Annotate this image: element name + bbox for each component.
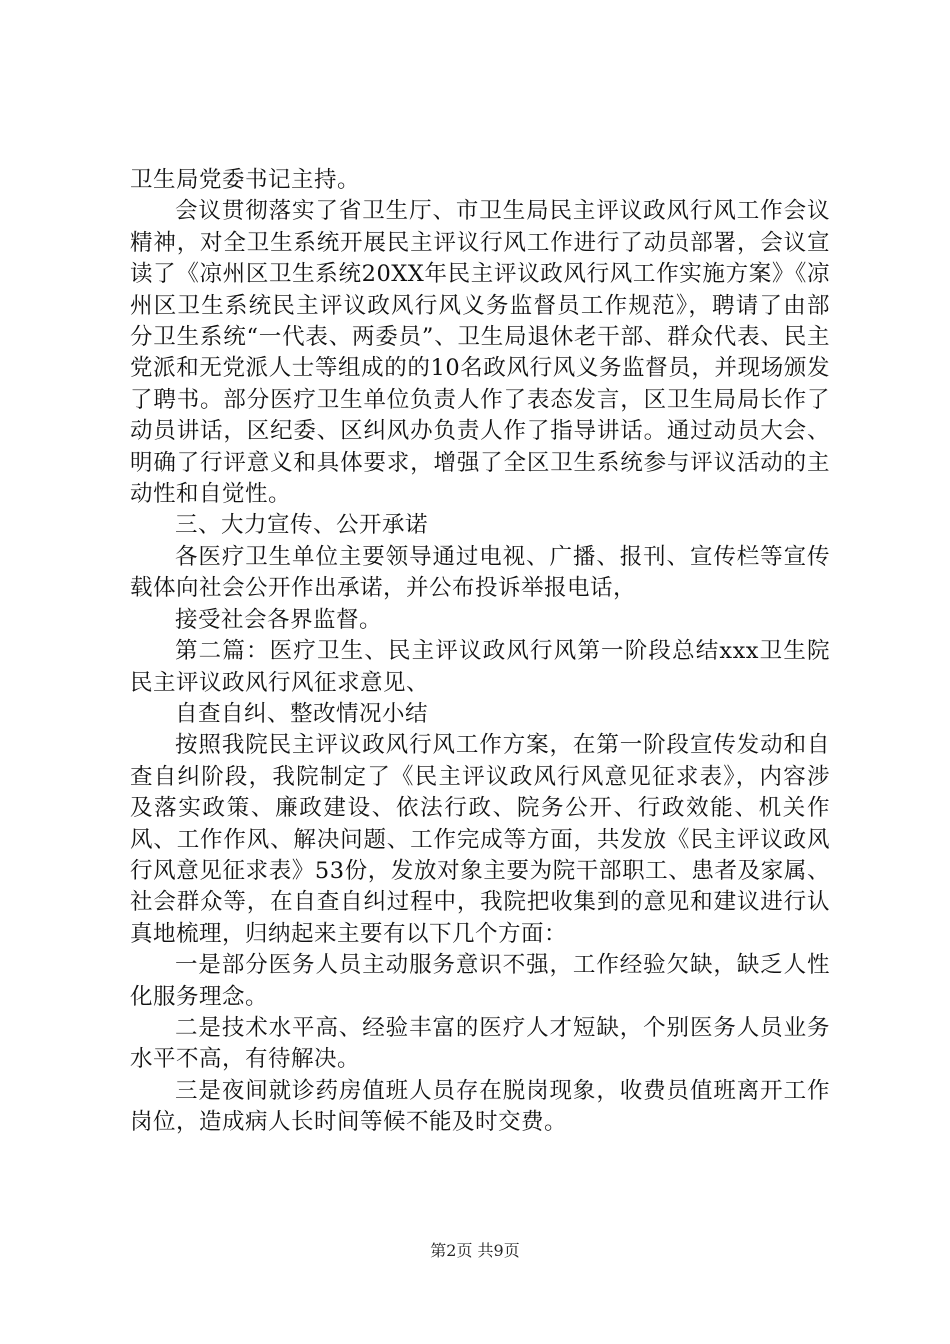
paragraph-commitment: 各医疗卫生单位主要领导通过电视、广播、报刊、宣传栏等宣传载体向社会公开作出承诺，并公布投诉举报电话， <box>130 543 830 602</box>
chapter-two-subtitle: 自查自纠、整改情况小结 <box>175 700 429 727</box>
paragraph-survey: 按照我院民主评议政风行风工作方案，在第一阶段宣传发动和自查自纠阶段，我院制定了《民主评议政风行风意见征求表》，内容涉及落实政策、廉政建设、依法行政、院务公开、行政效能、机关作风、工作作风、解决问题、工作完成等方面，共发放《民主评议政风行风意见征求表》53份，发放对象主要为院干部职工、患者及家属、社会群众等，在自查自纠过程中，我院把收集到的意见和建议进行认真地梳理，归纳起来主要有以下几个方面： <box>130 732 830 947</box>
page-footer <box>0 1240 950 1262</box>
paragraph-issue-three: 三是夜间就诊药房值班人员存在脱岗现象，收费员值班离开工作岗位，造成病人长时间等候不能及时交费。 <box>130 1077 830 1136</box>
section-heading-three: 三、大力宣传、公开承诺 <box>175 512 429 539</box>
paragraph-issue-one: 一是部分医务人员主动服务意识不强，工作经验欠缺，缺乏人性化服务理念。 <box>130 952 830 1010</box>
paragraph-issue-two: 二是技术水平高、经验丰富的医疗人才短缺，个别医务人员业务水平不高，有待解决。 <box>130 1014 830 1073</box>
paragraph-meeting: 会议贯彻落实了省卫生厅、市卫生局民主评议政风行风工作会议精神，对全卫生系统开展民主评议行风工作进行了动员部署，会议宣读了《凉州区卫生系统20XX年民主评议政风行风工作实施方案》《凉州区卫生系统民主评议政风行风义务监督员工作规范》，聘请了由部分卫生系统“一代表、两委员”、卫生局退休老干部、群众代表、民主党派和无党派人士等组成的的10名政风行风义务监督员，并现场颁发了聘书。部分医疗卫生单位负责人作了表态发言，区卫生局局长作了动员讲话，区纪委、区纠风办负责人作了指导讲话。通过动员大会、明确了行评意义和具体要求，增强了全区卫生系统参与评议活动的主动性和自觉性。 <box>130 198 830 508</box>
document-body <box>130 165 830 1139</box>
page-number: 第2页 共9页 <box>430 1241 520 1260</box>
paragraph-supervision: 接受社会各界监督。 <box>175 606 383 633</box>
paragraph-continuation: 卫生局党委书记主持。 <box>130 167 361 193</box>
chapter-two-title: 第二篇：医疗卫生、民主评议政风行风第一阶段总结xxx卫生院民主评议政风行风征求意见、 <box>130 638 830 696</box>
